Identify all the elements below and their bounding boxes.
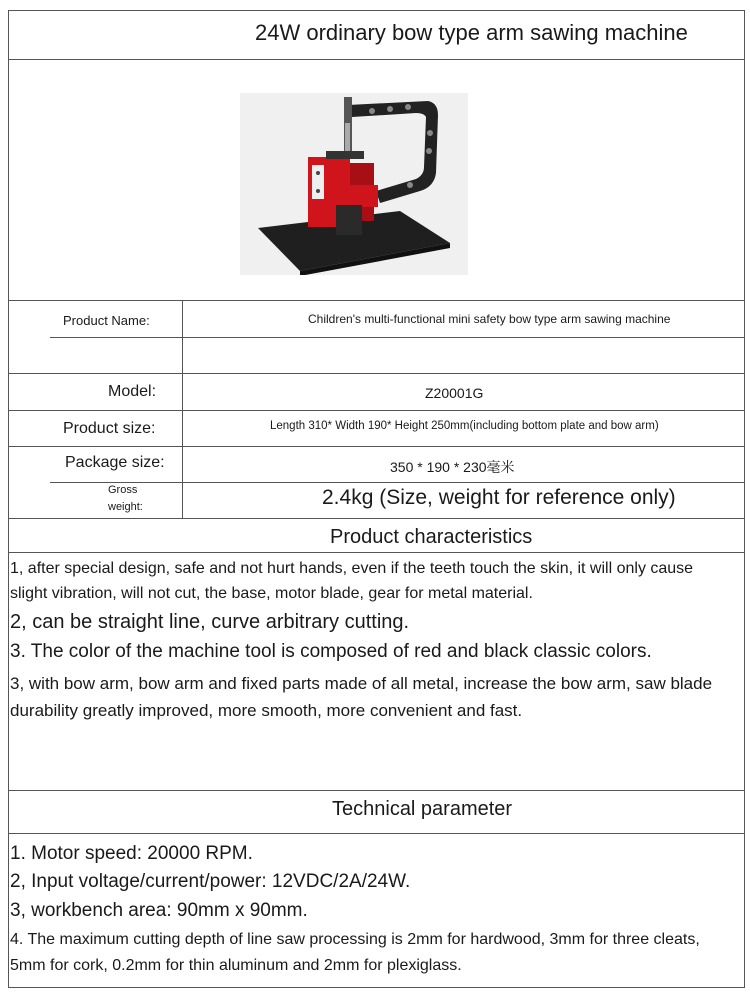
divider (8, 446, 745, 447)
characteristic-item: 2, can be straight line, curve arbitrary cutting. (10, 611, 410, 633)
divider (8, 552, 745, 553)
characteristic-item: 3, with bow arm, bow arm and fixed parts made of all metal, increase the bow arm, saw blade durability greatly improved, more smooth, more convenient and fast. (10, 674, 713, 720)
characteristics-heading: Product characteristics (330, 526, 533, 548)
divider (8, 300, 745, 301)
divider (8, 59, 745, 60)
gross-weight-label-line1: Gross (108, 484, 138, 496)
technical-item: 2, Input voltage/current/power: 12VDC/2A/24W. (10, 871, 411, 892)
technical-item: 4. The maximum cutting depth of line saw processing is 2mm for hardwood, 3mm for three cleats, 5mm for cork, 0.2mm for thin aluminum and 2mm for plexiglass. (10, 931, 700, 974)
divider (8, 833, 745, 834)
product-name-label: Product Name: (63, 313, 150, 328)
divider (8, 790, 745, 791)
package-size-value: 350 * 190 * 230毫米 (390, 459, 515, 475)
table-column-divider (182, 300, 183, 518)
technical-heading: Technical parameter (332, 798, 513, 820)
page-title: 24W ordinary bow type arm sawing machine (255, 20, 688, 45)
divider (8, 373, 745, 374)
model-value: Z20001G (425, 385, 484, 401)
divider (50, 482, 745, 483)
technical-item: 1. Motor speed: 20000 RPM. (10, 843, 253, 864)
product-size-value: Length 310* Width 190* Height 250mm(including bottom plate and bow arm) (270, 420, 659, 432)
gross-weight-value: 2.4kg (Size, weight for reference only) (322, 486, 676, 509)
gross-weight-label-line2: weight: (108, 501, 143, 513)
product-photo (240, 93, 468, 275)
model-label: Model: (108, 383, 157, 400)
divider (8, 518, 745, 519)
characteristic-item: 1, after special design, safe and not hurt hands, even if the teeth touch the skin, it will only cause slight vibration, will not cut, the base, motor blade, gear for metal material. (10, 560, 694, 602)
characteristic-item: 3. The color of the machine tool is composed of red and black classic colors. (10, 641, 652, 662)
divider (8, 410, 745, 411)
divider (50, 337, 745, 338)
product-name-value: Children's multi-functional mini safety bow type arm sawing machine (308, 312, 671, 326)
product-size-label: Product size: (63, 420, 156, 437)
package-size-label: Package size: (65, 454, 165, 471)
technical-item: 3, workbench area: 90mm x 90mm. (10, 900, 308, 921)
